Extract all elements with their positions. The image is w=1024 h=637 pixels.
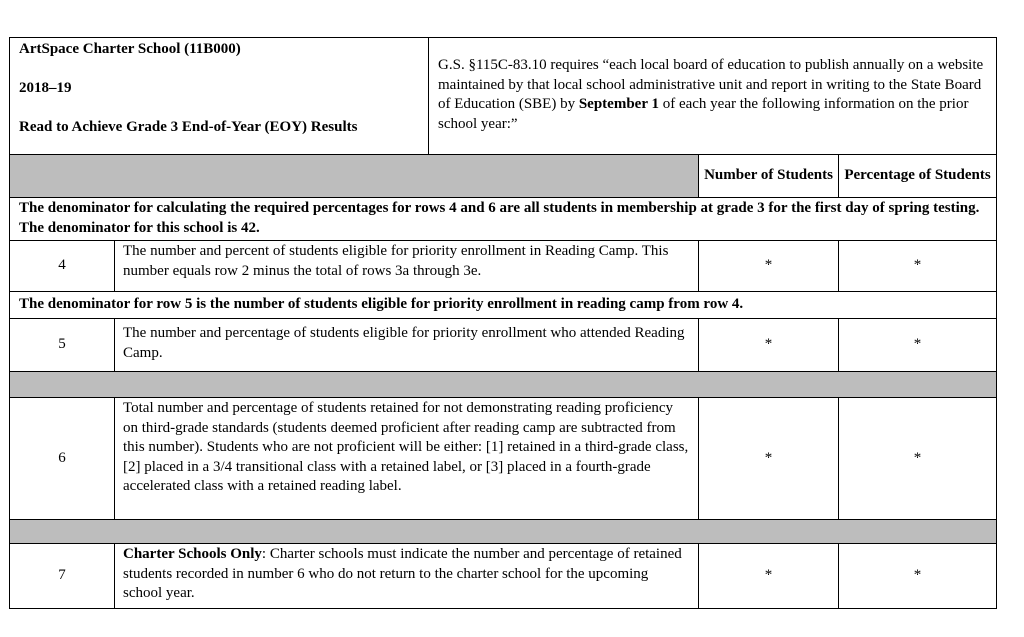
statute-intro: G.S. §115C-83.10 requires “each local board of education to publish annually on a website maintained by that local school administrative unit and report in writing to the State Board of Education (SBE) by	[438, 57, 984, 112]
table-row	[10, 398, 997, 520]
number-of-students-value: *	[699, 398, 839, 520]
row-description: The number and percent of students eligible for priority enrollment in Reading Camp. This number equals row 2 minus the total of rows 3a through 3e.	[115, 241, 699, 292]
column-header-row	[10, 155, 997, 198]
row-number: 6	[10, 398, 115, 520]
separator-row	[10, 520, 997, 544]
row-description: : Charter schools must indicate the number and percentage of retained students recorded in number 6 who do not return to the charter school for the upcoming school year.	[123, 546, 682, 601]
row-description: The number and percentage of students eligible for priority enrollment who attended Reading Camp.	[115, 319, 699, 372]
number-of-students-value: *	[699, 241, 839, 292]
table-row	[10, 241, 997, 292]
statute-tail: of each year the following information on the prior school year:”	[438, 96, 969, 132]
number-of-students-value: *	[699, 319, 839, 372]
number-of-students-value: *	[699, 544, 839, 609]
charter-schools-only-label: Charter Schools Only	[123, 546, 262, 562]
column-header-percentage: Percentage of Students	[839, 155, 997, 198]
percentage-of-students-value: *	[839, 544, 997, 609]
denominator-note-rows-4-6: The denominator for calculating the required percentages for rows 4 and 6 are all students in membership at grade 3 for the first day of spring testing. The denominator for this school is 42.	[10, 198, 997, 241]
separator-row	[10, 372, 997, 398]
row-number: 4	[10, 241, 115, 292]
row-description: Total number and percentage of students retained for not demonstrating reading proficiency on third-grade standards (students deemed proficient after reading camp are subtracted from this number). Students who are not proficient will be either: [1] retained in a third-grade class, [2] placed in a 3/4 transitional class with a retained label, or [3] placed in a fourth-grade accelerated class with a retained reading label.	[115, 398, 699, 520]
note-row	[10, 292, 997, 319]
report-title: Read to Achieve Grade 3 End-of-Year (EOY) Results	[19, 119, 358, 135]
row-description-cell	[115, 544, 699, 609]
denominator-note-row-5: The denominator for row 5 is the number of students eligible for priority enrollment in reading camp from row 4.	[10, 292, 997, 319]
statute-deadline: September 1	[578, 96, 659, 112]
eoy-results-table	[9, 37, 997, 609]
column-header-number: Number of Students	[699, 155, 839, 198]
column-header-spacer	[10, 155, 699, 198]
row-number: 5	[10, 319, 115, 372]
header-row	[10, 38, 997, 155]
school-name: ArtSpace Charter School (11B000)	[19, 41, 241, 57]
row-number: 7	[10, 544, 115, 609]
gray-separator	[10, 372, 997, 398]
statute-cell	[429, 38, 997, 155]
table-row	[10, 544, 997, 609]
percentage-of-students-value: *	[839, 398, 997, 520]
percentage-of-students-value: *	[839, 241, 997, 292]
note-row	[10, 198, 997, 241]
school-year: 2018–19	[19, 80, 72, 96]
table-row	[10, 319, 997, 372]
percentage-of-students-value: *	[839, 319, 997, 372]
gray-separator	[10, 520, 997, 544]
school-info-cell	[10, 38, 429, 155]
